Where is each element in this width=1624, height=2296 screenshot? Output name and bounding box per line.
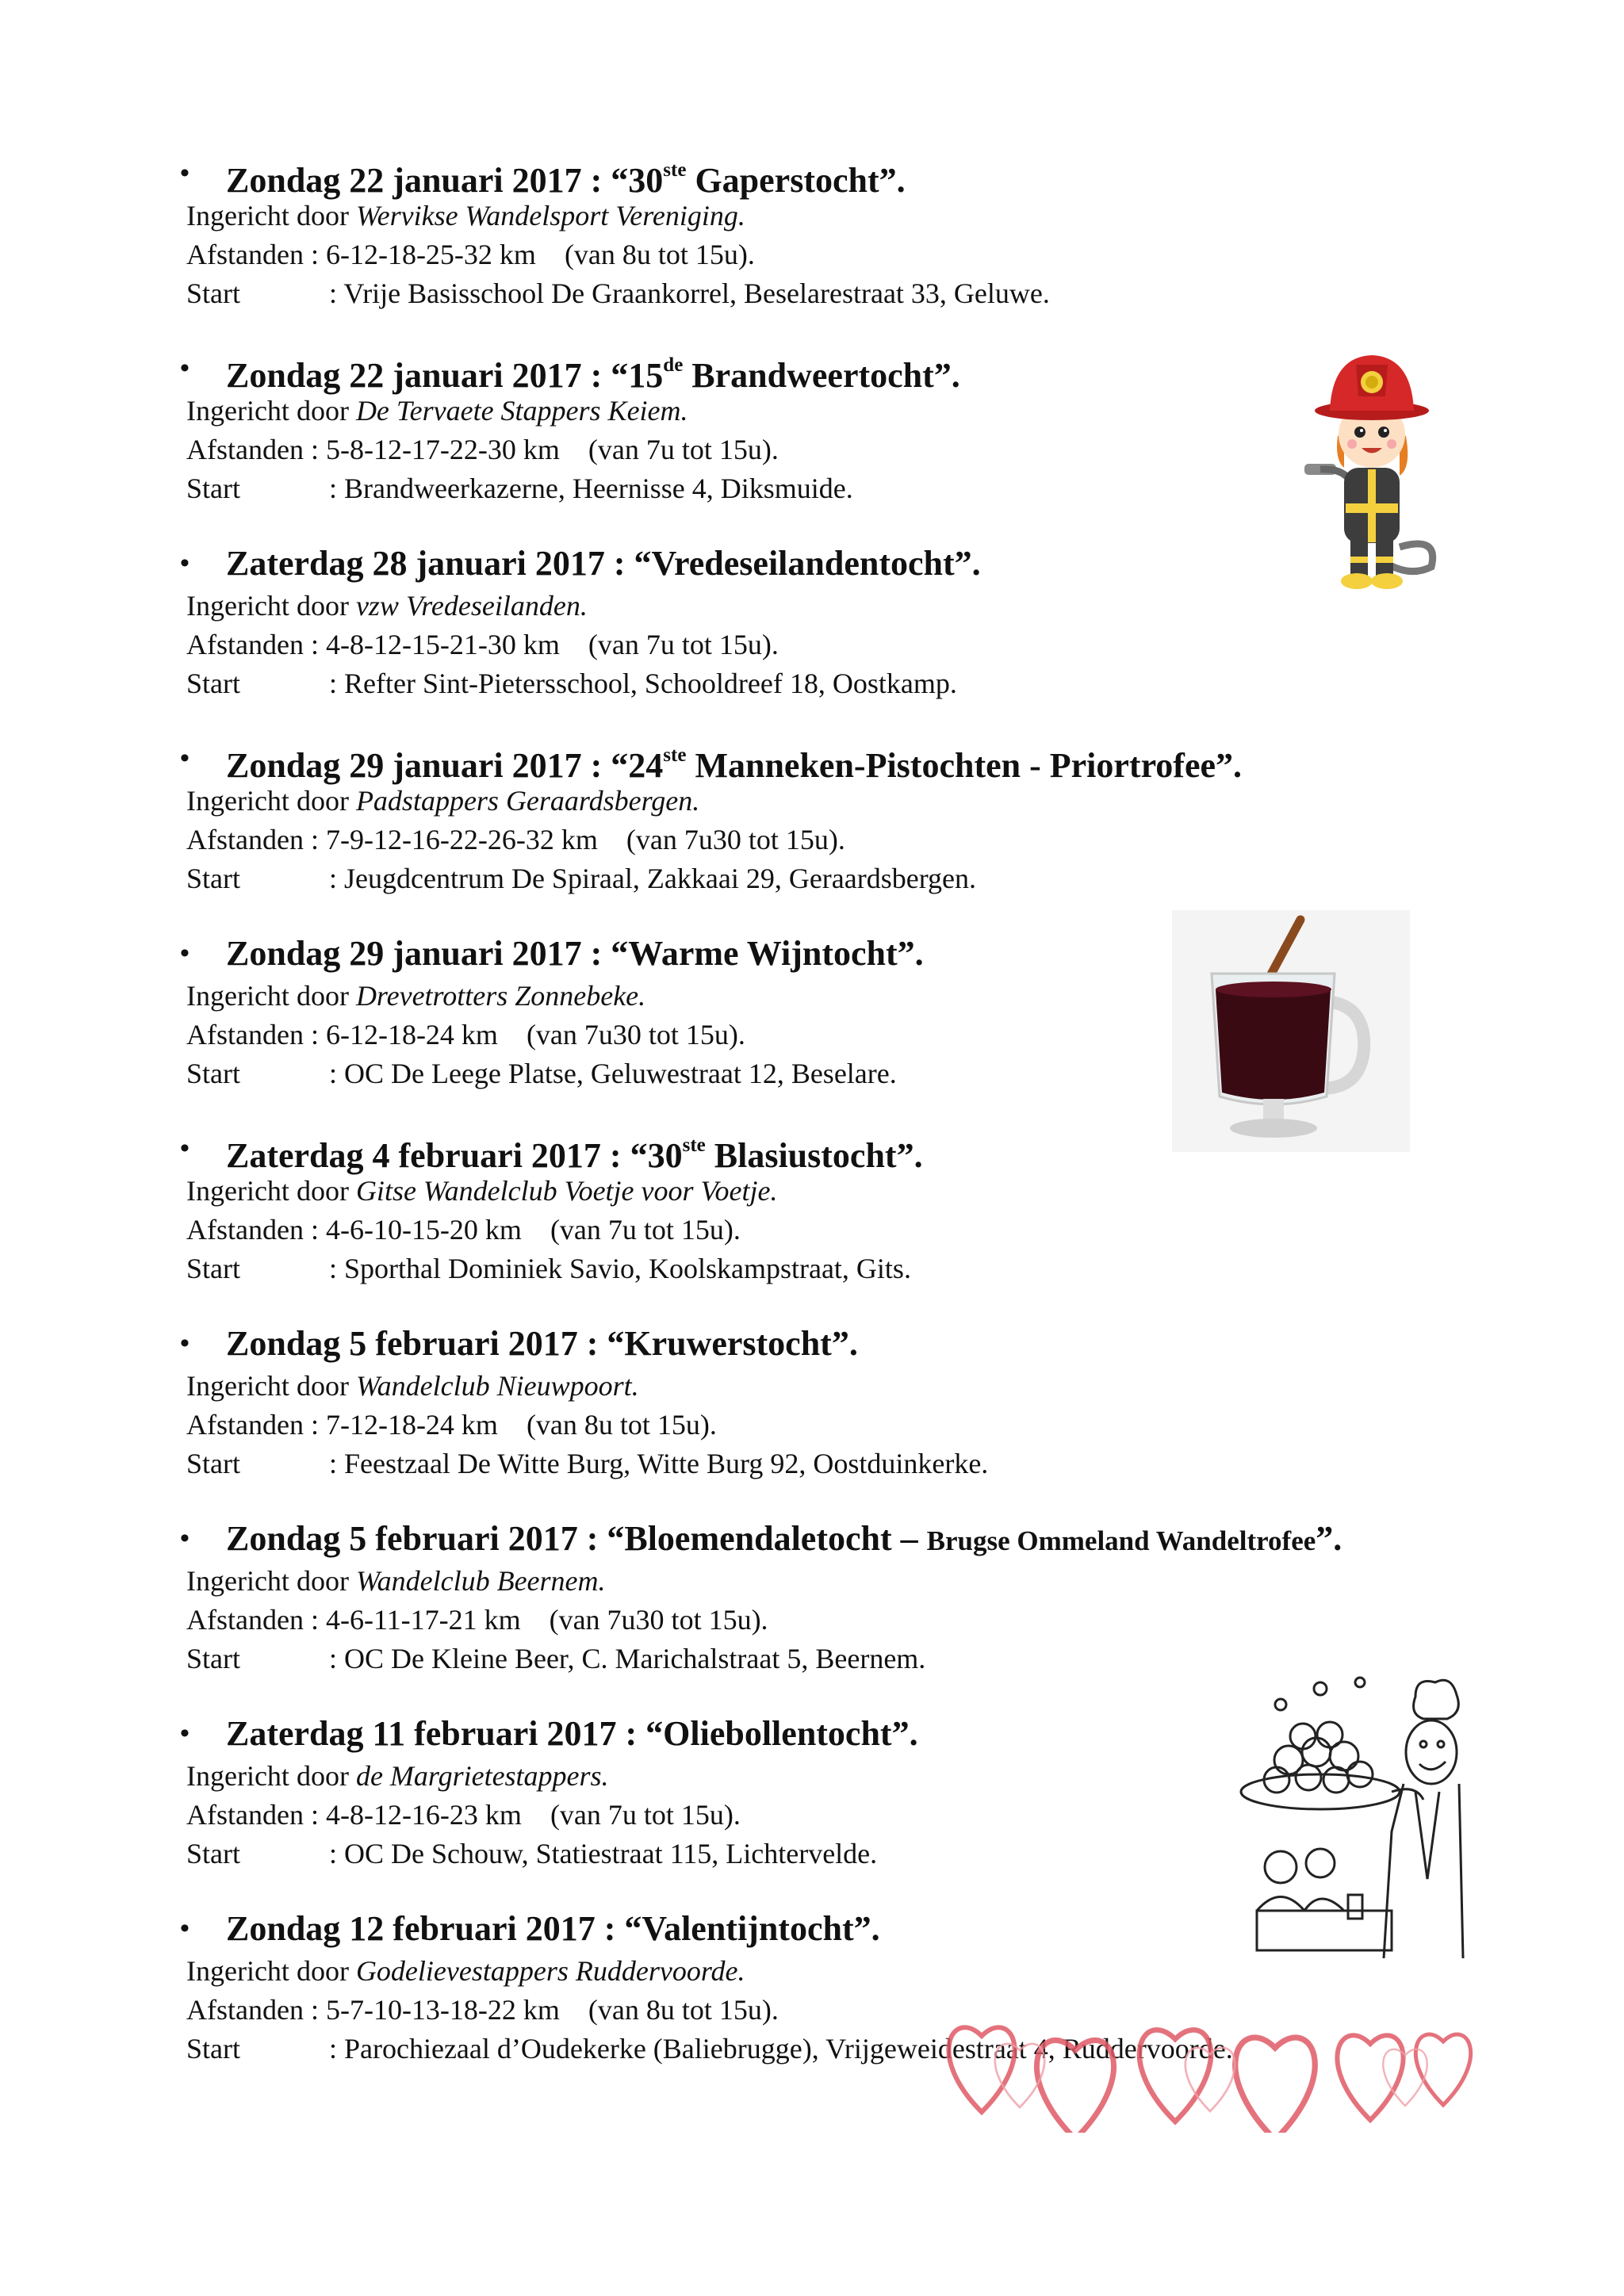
distances-line: Afstanden : 7-12-18-24 km (van 8u tot 15u). xyxy=(186,1409,717,1441)
organizer-name: Wandelclub Nieuwpoort. xyxy=(355,1370,639,1402)
event-heading: • Zondag 5 februari 2017 : “Kruwerstocht”. xyxy=(186,1321,1495,1367)
organizer-line: Ingericht door Wandelclub Beernem. xyxy=(186,1565,606,1597)
organizer-line: Ingericht door vzw Vredeseilanden. xyxy=(186,590,588,622)
event-heading: • Zondag 12 februari 2017 : “Valentijntocht”. xyxy=(186,1906,1495,1952)
bullet-icon: • xyxy=(180,1329,190,1358)
bullet-icon: • xyxy=(180,1134,190,1163)
organizer-name: de Margrietestappers. xyxy=(355,1760,609,1792)
start-line: Start : Brandweerkazerne, Heernisse 4, Diksmuide. xyxy=(186,473,853,504)
organizer-name: De Tervaete Stappers Keiem. xyxy=(355,395,688,427)
organizer-name: Drevetrotters Zonnebeke. xyxy=(355,980,646,1012)
event-entry xyxy=(180,736,1495,898)
organizer-line: Ingericht door Drevetrotters Zonnebeke. xyxy=(186,980,646,1012)
start-line: Start : OC De Schouw, Statiestraat 115, Lichtervelde. xyxy=(186,1838,878,1869)
firefighter-illustration xyxy=(1289,349,1447,595)
bullet-icon: • xyxy=(180,1524,190,1553)
organizer-name: Wandelclub Beernem. xyxy=(355,1565,606,1597)
organizer-name: Wervikse Wandelsport Vereniging. xyxy=(355,200,745,232)
organizer-line: Ingericht door Gitse Wandelclub Voetje voor Voetje. xyxy=(186,1175,778,1207)
event-heading: • Zaterdag 4 februari 2017 : “30ste Blasiustocht”. xyxy=(186,1126,1495,1172)
start-line: Start : Vrije Basisschool De Graankorrel, Beselarestraat 33, Geluwe. xyxy=(186,277,1050,309)
bullet-icon: • xyxy=(180,549,190,578)
start-line: Start : Feestzaal De Witte Burg, Witte Burg 92, Oostduinkerke. xyxy=(186,1448,989,1479)
bullet-icon: • xyxy=(180,1719,190,1748)
bullet-icon: • xyxy=(180,159,190,188)
bullet-icon: • xyxy=(180,354,190,383)
event-heading: • Zondag 22 januari 2017 : “30ste Gaperstocht”. xyxy=(186,151,1495,197)
bullet-icon: • xyxy=(180,744,190,773)
distances-line: Afstanden : 6-12-18-25-32 km (van 8u tot 15u). xyxy=(186,239,755,270)
organizer-name: Gitse Wandelclub Voetje voor Voetje. xyxy=(355,1175,778,1207)
start-line: Start : OC De Kleine Beer, C. Marichalstraat 5, Beernem. xyxy=(186,1643,926,1674)
start-line: Start : Sporthal Dominiek Savio, Koolskampstraat, Gits. xyxy=(186,1253,911,1284)
distances-line: Afstanden : 5-8-12-17-22-30 km (van 7u tot 15u). xyxy=(186,434,779,465)
start-line: Start : OC De Leege Platse, Geluwestraat 12, Beselare. xyxy=(186,1058,897,1089)
organizer-name: vzw Vredeseilanden. xyxy=(355,590,588,622)
mulled-wine-glass-illustration xyxy=(1172,910,1410,1152)
bullet-icon: • xyxy=(180,939,190,968)
event-heading: • Zondag 29 januari 2017 : “24ste Manneken-Pistochten - Priortrofee”. xyxy=(186,736,1495,782)
event-heading: • Zondag 29 januari 2017 : “Warme Wijntocht”. xyxy=(186,931,1495,977)
oliebollen-cook-illustration xyxy=(1233,1673,1467,1958)
organizer-line: Ingericht door Godelievestappers Ruddervoorde. xyxy=(186,1955,745,1987)
event-heading: • Zaterdag 28 januari 2017 : “Vredeseilandentocht”. xyxy=(186,541,1495,587)
organizer-line: Ingericht door de Margrietestappers. xyxy=(186,1760,609,1792)
event-heading: • Zondag 22 januari 2017 : “15de Brandweertocht”. xyxy=(186,346,1495,392)
start-line: Start : Parochiezaal d’Oudekerke (Baliebrugge), Vrijgeweidestraat 4, Ruddervoorde. xyxy=(186,2033,1233,2064)
bullet-icon: • xyxy=(180,1914,190,1943)
organizer-line: Ingericht door De Tervaete Stappers Keiem. xyxy=(186,395,688,427)
organizer-line: Ingericht door Wandelclub Nieuwpoort. xyxy=(186,1370,639,1402)
organizer-line: Ingericht door Padstappers Geraardsbergen. xyxy=(186,785,700,817)
organizer-name: Padstappers Geraardsbergen. xyxy=(355,785,700,817)
start-line: Start : Refter Sint-Pietersschool, Schooldreef 18, Oostkamp. xyxy=(186,668,957,699)
event-entry xyxy=(180,1516,1495,1678)
distances-line: Afstanden : 4-6-11-17-21 km (van 7u30 tot 15u). xyxy=(186,1604,768,1636)
distances-line: Afstanden : 4-8-12-15-21-30 km (van 7u tot 15u). xyxy=(186,629,779,660)
distances-line: Afstanden : 5-7-10-13-18-22 km (van 8u tot 15u). xyxy=(186,1994,779,2026)
distances-line: Afstanden : 7-9-12-16-22-26-32 km (van 7u30 tot 15u). xyxy=(186,824,845,855)
event-entry xyxy=(180,151,1495,313)
hearts-border-illustration xyxy=(920,1998,1507,2133)
event-entry xyxy=(180,1321,1495,1483)
start-line: Start : Jeugdcentrum De Spiraal, Zakkaai 29, Geraardsbergen. xyxy=(186,863,977,894)
event-heading: • Zondag 5 februari 2017 : “Bloemendaletocht – Brugse Ommeland Wandeltrofee”. xyxy=(186,1516,1495,1562)
event-heading: • Zaterdag 11 februari 2017 : “Oliebollentocht”. xyxy=(186,1711,1495,1757)
distances-line: Afstanden : 4-8-12-16-23 km (van 7u tot 15u). xyxy=(186,1799,741,1831)
organizer-name: Godelievestappers Ruddervoorde. xyxy=(355,1955,745,1987)
distances-line: Afstanden : 6-12-18-24 km (van 7u30 tot 15u). xyxy=(186,1019,745,1050)
organizer-line: Ingericht door Wervikse Wandelsport Vereniging. xyxy=(186,200,745,232)
distances-line: Afstanden : 4-6-10-15-20 km (van 7u tot 15u). xyxy=(186,1214,741,1246)
